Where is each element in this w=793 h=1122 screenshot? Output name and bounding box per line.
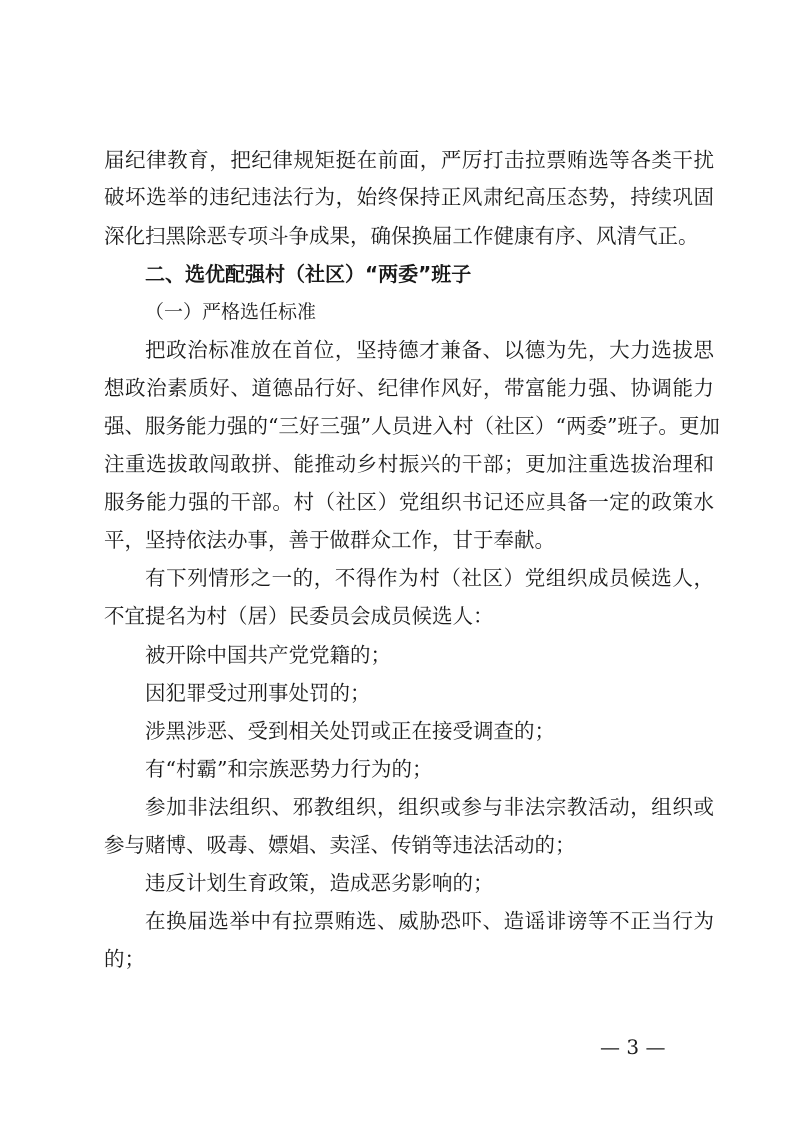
section-heading: 二、选优配强村（社区）“两委”班子: [145, 262, 472, 286]
list-item-continuation: 参与赌博、吸毒、嫖娼、卖淫、传销等违法活动的；: [104, 833, 576, 857]
body-text-line: 不宜提名为村（居）民委员会成员候选人：: [104, 604, 494, 628]
list-item: 有“村霸”和宗族恶势力行为的；: [145, 757, 433, 781]
body-text-line: 有下列情形之一的，不得作为村（社区）党组织成员候选人，: [145, 566, 714, 590]
body-text-line: 想政治素质好、道德品行好、纪律作风好，带富能力强、协调能力: [104, 376, 714, 400]
list-item: 被开除中国共产党党籍的；: [145, 643, 391, 667]
list-item: 涉黑涉恶、受到相关处罚或正在接受调查的；: [145, 719, 555, 743]
body-text-line: 深化扫黑除恶专项斗争成果，确保换届工作健康有序、风清气正。: [104, 224, 699, 248]
list-item-continuation: 的；: [104, 947, 145, 971]
body-text-line: 届纪律教育，把纪律规矩挺在前面，严厉打击拉票贿选等各类干扰: [104, 148, 714, 172]
body-text-line: 服务能力强的干部。村（社区）党组织书记还应具备一定的政策水: [104, 490, 714, 514]
body-text-line: 把政治标准放在首位，坚持德才兼备、以德为先，大力选拔思: [145, 338, 714, 362]
subsection-heading: （一）严格选任标准: [145, 301, 317, 323]
body-text-line: 平，坚持依法办事，善于做群众工作，甘于奉献。: [104, 528, 555, 552]
page-number: — 3 —: [600, 1035, 666, 1059]
body-text-line: 破坏选举的违纪违法行为，始终保持正风肃纪高压态势，持续巩固: [104, 185, 714, 209]
list-item: 违反计划生育政策，造成恶劣影响的；: [145, 871, 494, 895]
list-item: 在换届选举中有拉票贿选、威胁恐吓、造谣诽谤等不正当行为: [145, 909, 714, 933]
list-item: 参加非法组织、邪教组织，组织或参与非法宗教活动，组织或: [145, 795, 714, 819]
body-text-line: 强、服务能力强的“三好三强”人员进入村（社区）“两委”班子。更加: [104, 414, 720, 438]
list-item: 因犯罪受过刑事处罚的；: [145, 681, 371, 705]
body-text-line: 注重选拔敢闯敢拼、能推动乡村振兴的干部；更加注重选拔治理和: [104, 452, 714, 476]
